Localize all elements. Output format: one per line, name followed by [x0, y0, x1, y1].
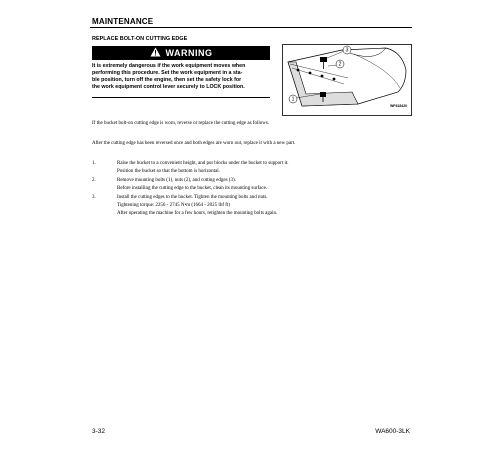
step-line: Remove mounting bolts (1), nuts (2), and cutting edges (3).	[117, 177, 236, 183]
step-line: Tightening torque: 2256 - 2745 N•m (1664 - 2025 lbf ft)	[117, 203, 230, 209]
step-item	[92, 177, 412, 194]
callout-label: 2	[338, 61, 342, 68]
step-line: Before installing the cutting edge to the bucket, clean its mounting surface.	[117, 186, 268, 192]
step-line: Position the bucket so that the bottom is horizontal.	[117, 169, 220, 175]
warning-line: It is extremely dangerous if the work equipment moves when	[92, 63, 246, 69]
step-line: Raise the bucket to a convenient height, and put blocks under the bucket to support it.	[117, 161, 289, 166]
warning-line: ble position, turn off the engine, then set the safety lock for	[92, 77, 242, 83]
step-number: 3.	[92, 194, 96, 200]
procedure-heading: REPLACE BOLT-ON CUTTING EDGE	[92, 36, 188, 42]
procedure-steps	[92, 160, 412, 219]
warning-text	[92, 63, 274, 91]
warning-line: the work equipment control lever securely to LOCK position.	[92, 84, 245, 90]
figure-id: WF618420	[390, 104, 408, 108]
page-number: 3-32	[92, 428, 106, 435]
warning-triangle-icon	[150, 47, 161, 59]
step-item	[92, 194, 412, 219]
step-line: Install the cutting edges to the bucket. Tighten the mounting bolts and nuts.	[117, 194, 268, 200]
model-number: WA600-3LK	[375, 428, 410, 435]
warning-banner	[92, 46, 270, 60]
header-rule	[90, 27, 412, 28]
warning-bottom-rule	[92, 97, 270, 98]
step-number: 2.	[92, 177, 96, 183]
section-title: MAINTENANCE	[92, 17, 154, 26]
warning-line: performing this procedure. Set the work equipment in a sta-	[92, 70, 243, 76]
callout-label: 1	[291, 96, 295, 103]
reverse-note-paragraph: After the cutting edge has been reversed once and both edges are worn out, replace it with a new part.	[92, 141, 296, 146]
step-item	[92, 160, 412, 177]
step-number: 1.	[92, 161, 96, 166]
step-line: After operating the machine for a few hours, retighten the mounting bolts again.	[117, 211, 278, 217]
warning-label: WARNING	[165, 48, 213, 58]
intro-paragraph: If the bucket bolt-on cutting edge is worn, reverse or replace the cutting edge as follows.	[92, 121, 270, 126]
callout-label: 3	[345, 47, 349, 54]
